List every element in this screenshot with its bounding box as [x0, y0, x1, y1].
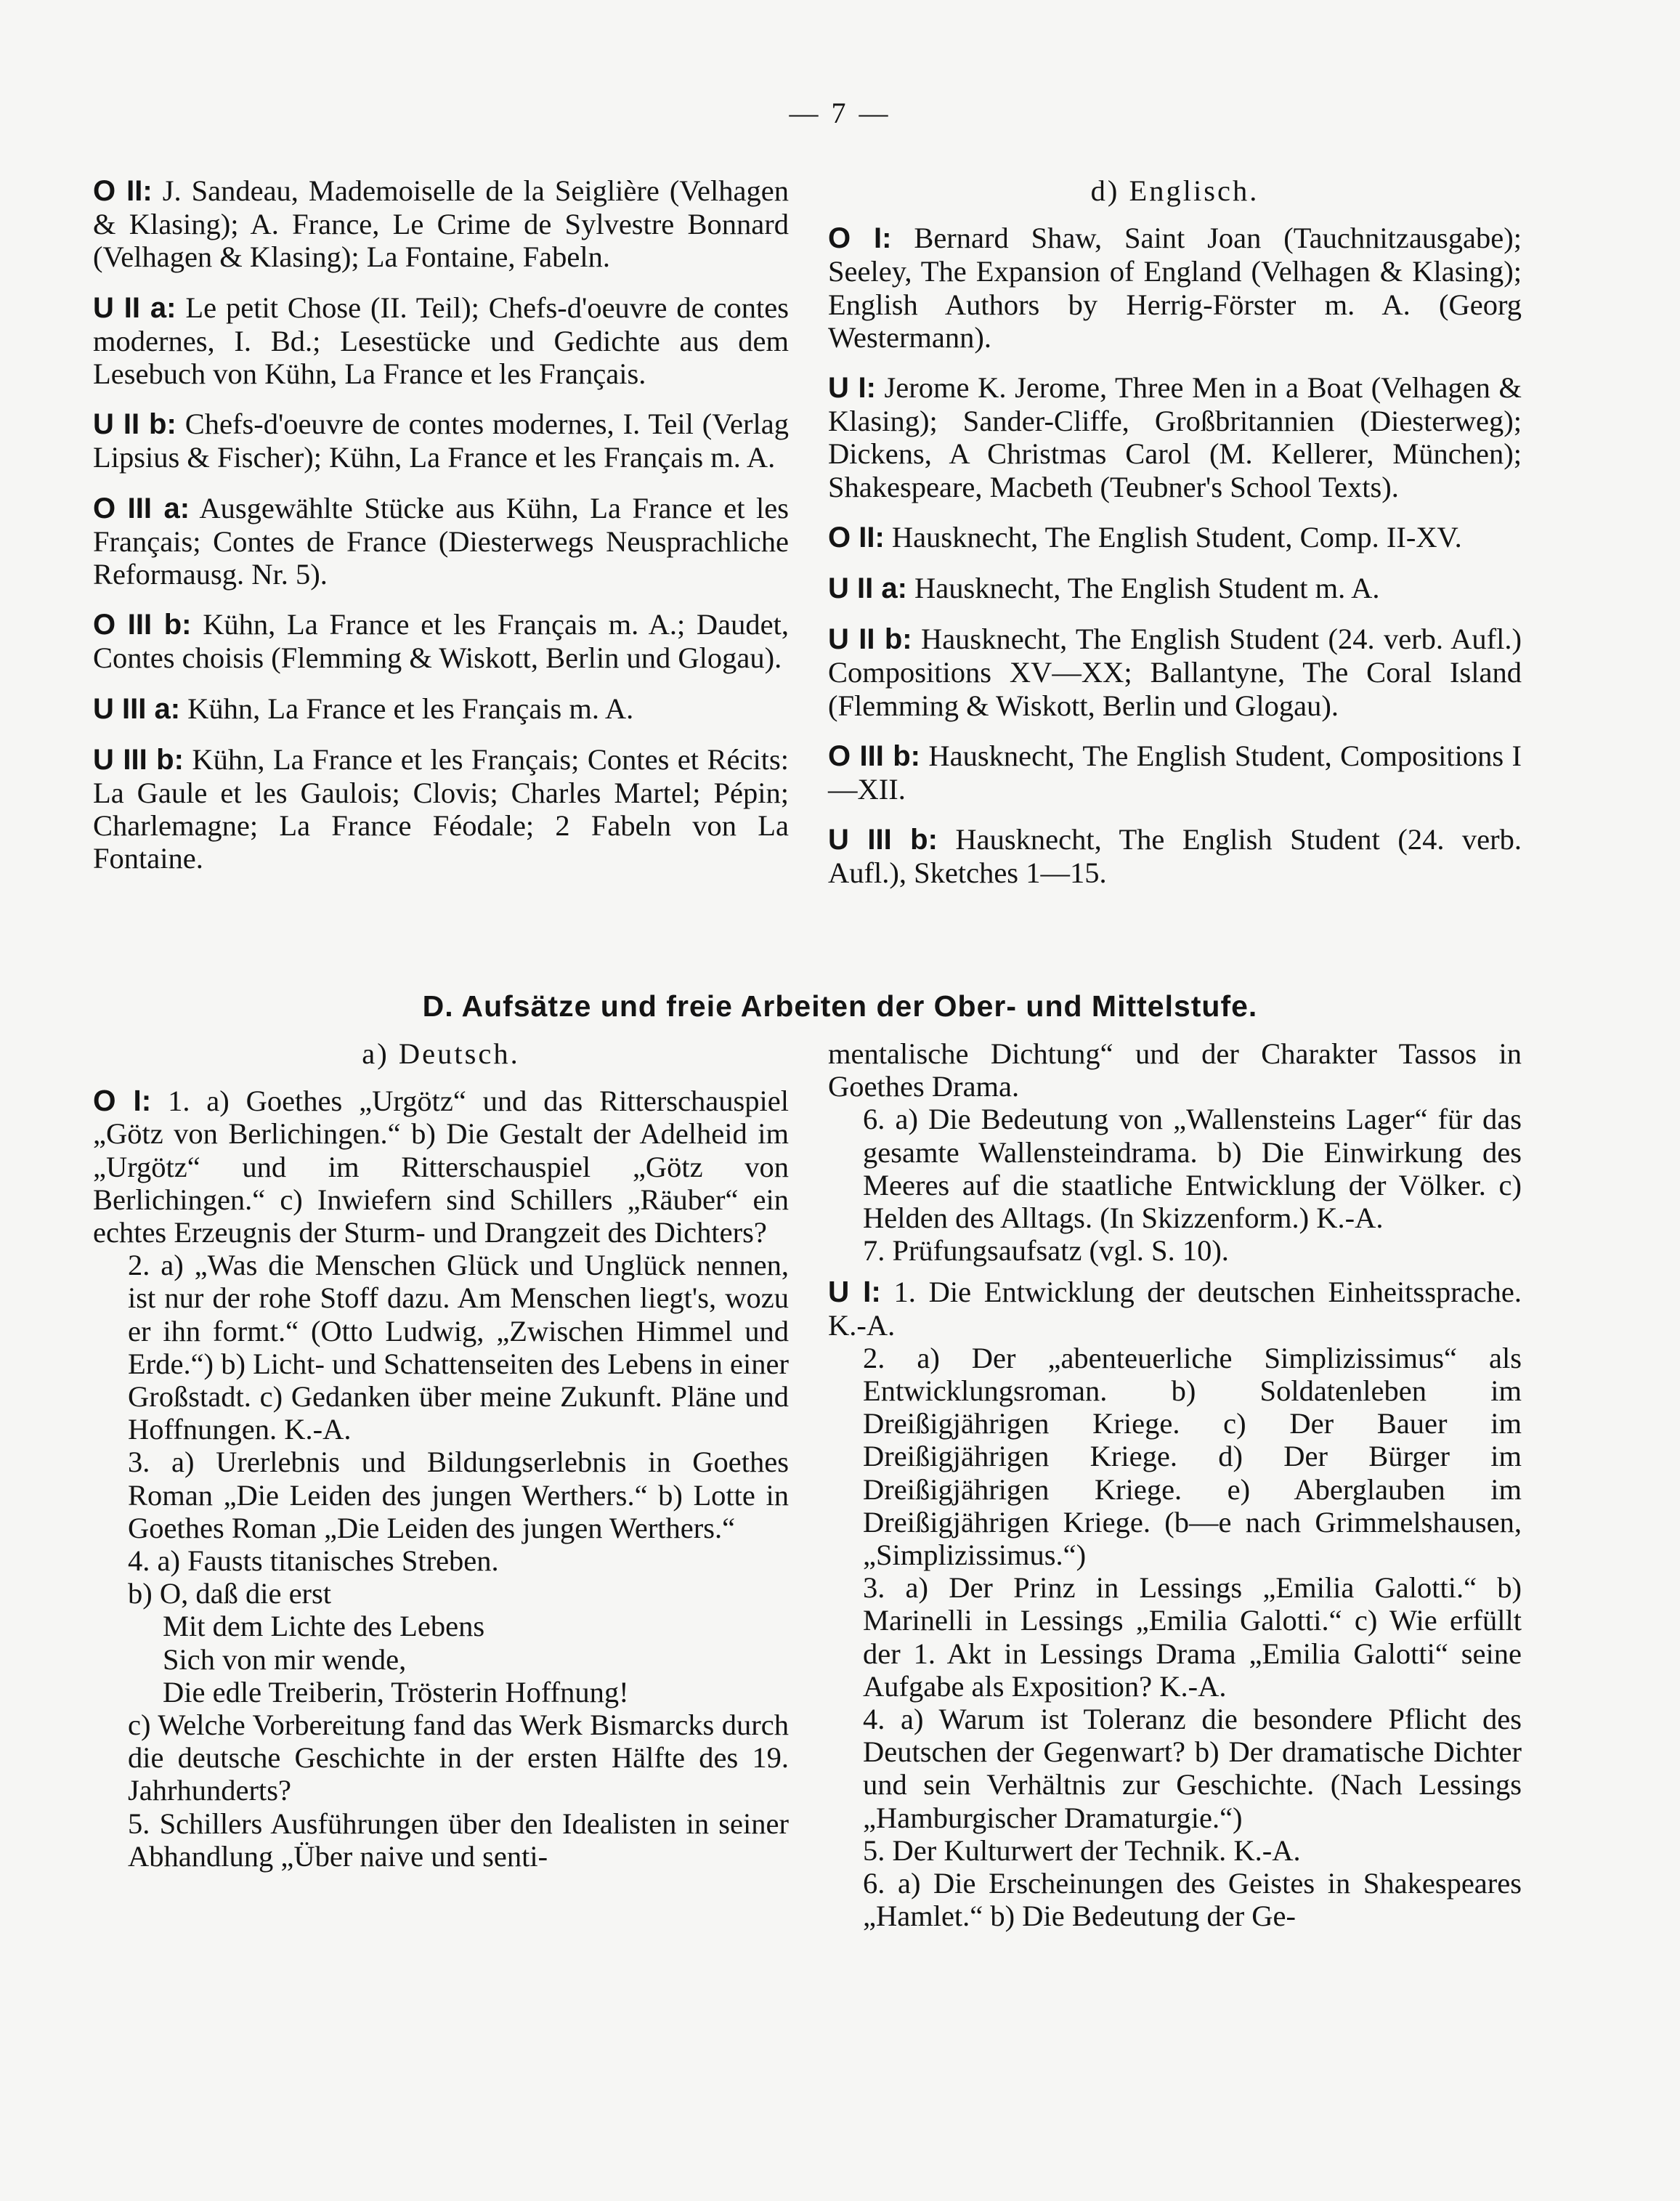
entry-text: Hausknecht, The English Student m. A.	[914, 572, 1380, 605]
paragraph: b) O, daß die erst	[128, 1577, 332, 1610]
paragraph: 3. a) Der Prinz in Lessings „Emilia Galotti.“ b) Marinelli in Lessings „Emilia Galotti.“ c) Wie erfüllt der 1. Akt in Lessings Drama „Emilia Galotti“ seine Aufgabe als Exposition? K.-A.	[863, 1571, 1522, 1703]
list-item	[93, 408, 789, 474]
page-number: — 7 —	[789, 97, 891, 129]
essay-topics-left	[93, 1037, 789, 1873]
list-item	[828, 521, 1522, 554]
french-reading-list	[93, 174, 789, 893]
verse-line: Mit dem Lichte des Lebens	[163, 1610, 485, 1643]
paragraph: 6. a) Die Bedeutung von „Wallensteins Lager“ für das gesamte Wallensteindrama. b) Die Einwirkung des Meeres auf die staatliche Entwicklung der Völker. c) Helden des Alltags. (In Skizzenform.) K.-A.	[863, 1103, 1522, 1235]
paragraph: 5. Schillers Ausführungen über den Idealisten in seiner Abhandlung „Über naive und senti-	[128, 1807, 789, 1873]
paragraph-text: 1. a) Goethes „Urgötz“ und das Ritterschauspiel „Götz von Berlichingen.“ b) Die Gestalt der Adelheid im „Urgötz“ und im Ritterschauspiel „Götz von Berlichingen.“ c) Inwiefern sind Schillers „Räuber“ ein echtes Erzeugnis der Sturm- und Drangzeit des Dichters?	[93, 1085, 790, 1249]
entry-text: Chefs-d'oeuvre de contes modernes, I. Teil (Verlag Lipsius & Fischer); Kühn, La France et les Français m. A.	[93, 408, 789, 474]
paragraph: 6. a) Die Erscheinungen des Geistes in Shakespeares „Hamlet.“ b) Die Bedeutung der Ge-	[863, 1867, 1522, 1933]
class-label: U II b:	[93, 408, 176, 441]
entry-text: Hausknecht, The English Student (24. verb. Aufl.), Sketches 1—15.	[828, 823, 1522, 890]
class-label: O III a:	[93, 492, 190, 524]
german-subheading: a) Deutsch.	[362, 1037, 520, 1070]
class-label: U II b:	[828, 623, 912, 656]
list-item	[828, 623, 1522, 722]
class-label: U III b:	[828, 824, 938, 856]
paragraph	[828, 1276, 1522, 1341]
list-item	[93, 608, 789, 674]
section-heading: D. Aufsätze und freie Arbeiten der Ober- und Mittelstufe.	[422, 989, 1258, 1023]
class-label: O I:	[93, 1084, 152, 1118]
paragraph: 5. Der Kulturwert der Technik. K.-A.	[863, 1833, 1301, 1867]
class-label: O I:	[828, 222, 892, 255]
list-item	[93, 174, 789, 274]
class-label: U III b:	[93, 743, 184, 776]
verse-line: Die edle Treiberin, Trösterin Hoffnung!	[163, 1675, 629, 1708]
list-item	[93, 692, 789, 726]
english-reading-list	[828, 174, 1522, 907]
entry-text: J. Sandeau, Mademoiselle de la Seiglière (Velhagen & Klasing); A. France, Le Crime de Sylvestre Bonnard (Velhagen & Klasing); La Fontaine, Fabeln.	[93, 174, 789, 274]
entry-text: Kühn, La France et les Français m. A.; Daudet, Contes choisis (Flemming & Wiskott, Berlin und Glogau).	[93, 608, 790, 675]
entry-text: Bernard Shaw, Saint Joan (Tauchnitzausgabe); Seeley, The Expansion of England (Velhagen & Klasing); English Authors by Herrig-Förster m. A. (Georg Westermann).	[828, 222, 1522, 354]
entry-text: Ausgewählte Stücke aus Kühn, La France et les Français; Contes de France (Diesterwegs Neusprachliche Reformausg. Nr. 5).	[93, 491, 790, 591]
paragraph: 4. a) Fausts titanisches Streben.	[128, 1544, 499, 1578]
class-label: U II a:	[828, 572, 907, 605]
list-item	[828, 572, 1522, 605]
list-item	[828, 222, 1522, 354]
paragraph: c) Welche Vorbereitung fand das Werk Bismarcks durch die deutsche Geschichte in der ersten Hälfte des 19. Jahrhunderts?	[128, 1708, 789, 1807]
paragraph: 4. a) Warum ist Toleranz die besondere Pflicht des Deutschen der Gegenwart? b) Der dramatische Dichter und sein Verhältnis zur Geschichte. (Nach Lessings „Hamburgischer Dramaturgie.“)	[863, 1703, 1522, 1834]
class-label: O II:	[828, 521, 885, 554]
entry-text: Hausknecht, The English Student (24. verb. Aufl.) Compositions XV—XX; Ballantyne, The Coral Island (Flemming & Wiskott, Berlin und Glogau).	[828, 623, 1522, 722]
paragraph: mentalische Dichtung“ und der Charakter Tassos in Goethes Drama.	[828, 1037, 1522, 1103]
list-item	[93, 291, 789, 391]
entry-text: Jerome K. Jerome, Three Men in a Boat (Velhagen & Klasing); Sander-Cliffe, Großbritannien (Diesterweg); Dickens, A Christmas Carol (M. Kellerer, München); Shakespeare, Macbeth (Teubner's School Texts).	[828, 371, 1522, 503]
paragraph: 2. a) „Was die Menschen Glück und Unglück nennen, ist nur der rohe Stoff dazu. Am Menschen liegt's, wozu er ihn formt.“ (Otto Ludwig, „Zwischen Himmel und Erde.“) b) Licht- und Schattenseiten des Lebens in einer Großstadt. c) Gedanken über meine Zukunft. Pläne und Hoffnungen. K.-A.	[128, 1249, 789, 1446]
english-heading: d) Englisch.	[1090, 174, 1259, 207]
list-item	[828, 371, 1522, 503]
class-label: O III b:	[828, 739, 920, 772]
entry-text: Hausknecht, The English Student, Comp. II-XV.	[891, 520, 1462, 554]
entry-text: Kühn, La France et les Français m. A.	[187, 692, 634, 725]
essay-topics-right	[828, 1037, 1522, 1932]
class-label: U II a:	[93, 291, 176, 324]
class-label: O III b:	[93, 609, 192, 641]
entry-text: Kühn, La France et les Français; Contes et Récits: La Gaule et les Gaulois; Clovis; Charles Martel; Pépin; Charlemagne; La France Féodale; 2 Fabeln von La Fontaine.	[93, 742, 789, 875]
entry-text: Le petit Chose (II. Teil); Chefs-d'oeuvre de contes modernes, I. Bd.; Lesestücke und Gedichte aus dem Lesebuch von Kühn, La France et les Français.	[93, 291, 790, 391]
class-label: U III a:	[93, 692, 181, 725]
list-item	[828, 739, 1522, 806]
paragraph-text: 1. Die Entwicklung der deutschen Einheitssprache. K.-A.	[828, 1276, 1522, 1342]
entry-text: Hausknecht, The English Student, Compositions I—XII.	[828, 739, 1522, 806]
list-item	[828, 823, 1522, 889]
class-label: U I:	[828, 372, 876, 405]
verse-line: Sich von mir wende,	[163, 1642, 407, 1676]
paragraph	[93, 1085, 789, 1249]
class-label: U I:	[828, 1275, 881, 1309]
list-item	[93, 492, 789, 591]
paragraph: 7. Prüfungsaufsatz (vgl. S. 10).	[863, 1234, 1229, 1268]
paragraph: 3. a) Urerlebnis und Bildungserlebnis in Goethes Roman „Die Leiden des jungen Werthers.“ b) Lotte in Goethes Roman „Die Leiden des jungen Werthers.“	[128, 1446, 789, 1544]
list-item	[93, 743, 789, 875]
paragraph: 2. a) Der „abenteuerliche Simplizissimus“ als Entwicklungsroman. b) Soldatenleben im Dreißigjährigen Kriege. c) Der Bauer im Dreißigjährigen Kriege. d) Der Bürger im Dreißigjährigen Kriege. e) Aberglauben im Dreißigjährigen Kriege. (b—e nach Grimmelshausen, „Simplizissimus.“)	[863, 1341, 1522, 1572]
class-label: O II:	[93, 175, 153, 207]
